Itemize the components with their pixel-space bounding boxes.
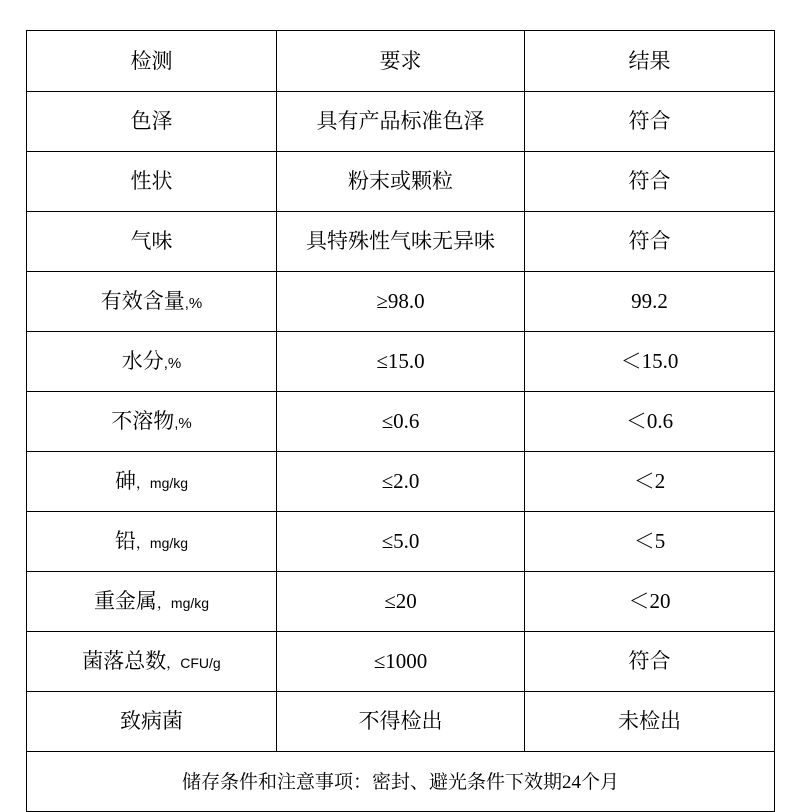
cell-requirement: 粉末或颗粒 xyxy=(277,152,525,212)
item-label: 气味 xyxy=(130,229,173,254)
table-row xyxy=(27,392,775,452)
storage-note-text: 储存条件和注意事项：密封、避光条件下效期24个月 xyxy=(181,772,619,794)
cell-requirement: ≤5.0 xyxy=(277,512,525,572)
cell-result: ＜5 xyxy=(525,512,775,572)
table-row xyxy=(27,632,775,692)
cell-result: 符合 xyxy=(525,92,775,152)
table-row xyxy=(27,692,775,752)
item-label: 色泽 xyxy=(130,109,173,134)
item-unit: ，mg/kg xyxy=(156,595,210,612)
cell-result: 符合 xyxy=(525,212,775,272)
cell-requirement: ≤1000 xyxy=(277,632,525,692)
cell-item xyxy=(27,212,277,272)
item-label: 致病菌 xyxy=(120,709,183,734)
item-unit: ，mg/kg xyxy=(135,475,189,492)
cell-result: 符合 xyxy=(525,632,775,692)
cell-result: ＜2 xyxy=(525,452,775,512)
cell-requirement: ≤0.6 xyxy=(277,392,525,452)
column-header-result: 结果 xyxy=(525,31,775,92)
item-label: 砷 xyxy=(114,469,136,494)
table-header-row xyxy=(27,31,775,92)
cell-result: 99.2 xyxy=(525,272,775,332)
cell-item xyxy=(27,632,277,692)
cell-item xyxy=(27,392,277,452)
item-label: 有效含量 xyxy=(100,289,185,314)
cell-requirement: 不得检出 xyxy=(277,692,525,752)
cell-item xyxy=(27,272,277,332)
cell-item xyxy=(27,152,277,212)
cell-item xyxy=(27,692,277,752)
cell-result: ＜15.0 xyxy=(525,332,775,392)
cell-item xyxy=(27,92,277,152)
table-row xyxy=(27,212,775,272)
item-label: 重金属 xyxy=(93,589,157,614)
cell-requirement: ≤20 xyxy=(277,572,525,632)
cell-item xyxy=(27,572,277,632)
item-unit: ，mg/kg xyxy=(135,535,189,552)
item-label: 不溶物 xyxy=(111,409,175,434)
item-unit: ，CFU/g xyxy=(166,655,221,672)
item-unit: ,% xyxy=(184,295,203,313)
table-footnote-row xyxy=(27,752,775,812)
cell-result: ＜20 xyxy=(525,572,775,632)
cell-item xyxy=(27,452,277,512)
cell-result: 未检出 xyxy=(525,692,775,752)
cell-requirement: 具有产品标准色泽 xyxy=(277,92,525,152)
cell-requirement: 具特殊性气味无异味 xyxy=(277,212,525,272)
cell-item xyxy=(27,512,277,572)
table-row xyxy=(27,332,775,392)
table-row xyxy=(27,272,775,332)
column-header-requirement: 要求 xyxy=(277,31,525,92)
item-unit: ,% xyxy=(174,415,192,433)
cell-result: ＜0.6 xyxy=(525,392,775,452)
storage-note xyxy=(27,752,775,812)
cell-requirement: ≤15.0 xyxy=(277,332,525,392)
item-label: 性状 xyxy=(130,169,173,194)
item-label: 菌落总数 xyxy=(82,649,167,674)
table-row xyxy=(27,512,775,572)
spec-table-container xyxy=(26,30,774,812)
cell-result: 符合 xyxy=(525,152,775,212)
cell-requirement: ≥98.0 xyxy=(277,272,525,332)
item-unit: ,% xyxy=(163,355,182,373)
item-label: 铅 xyxy=(114,529,136,554)
column-header-item: 检测 xyxy=(27,31,277,92)
cell-item xyxy=(27,332,277,392)
cell-requirement: ≤2.0 xyxy=(277,452,525,512)
table-row xyxy=(27,152,775,212)
table-row xyxy=(27,92,775,152)
item-label: 水分 xyxy=(121,349,164,374)
table-row xyxy=(27,572,775,632)
specification-table xyxy=(26,30,775,812)
table-row xyxy=(27,452,775,512)
